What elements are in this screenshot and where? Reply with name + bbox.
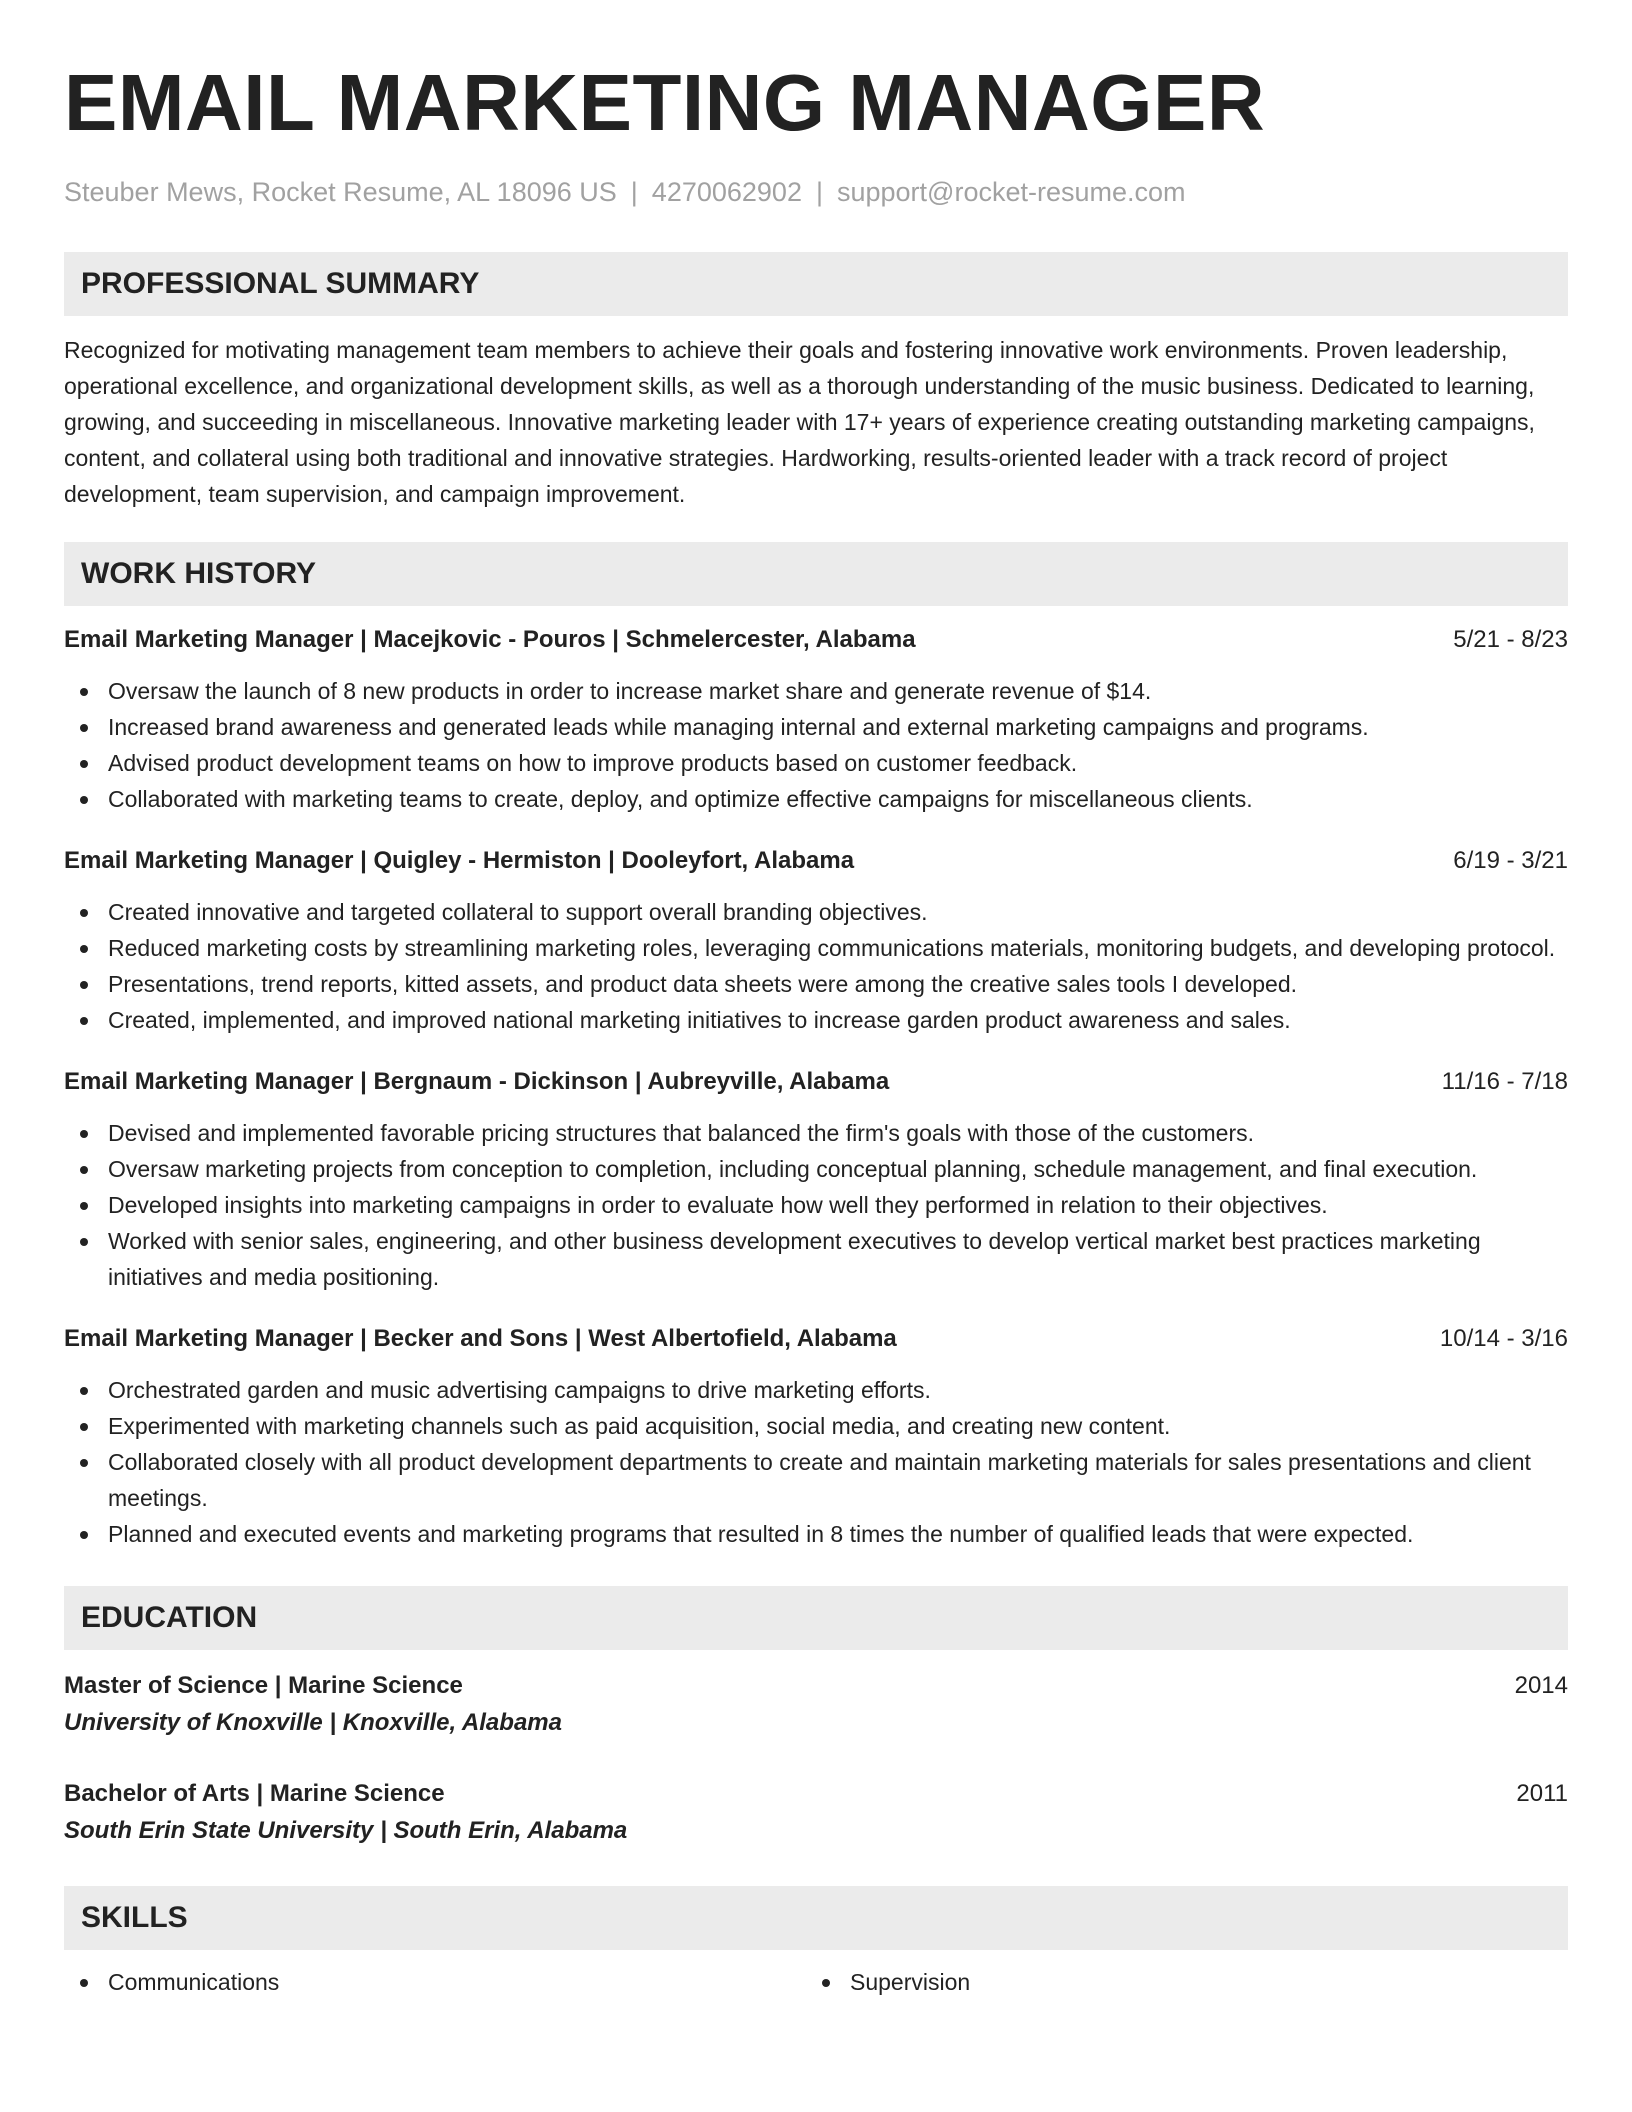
education-degree: Master of Science | Marine Science — [64, 1672, 463, 1699]
job-bullet-list — [64, 894, 1568, 1038]
job-bullet-list — [64, 1115, 1568, 1295]
section-header-education: EDUCATION — [64, 1586, 1568, 1650]
education-header — [64, 1776, 1568, 1812]
job-entry — [64, 624, 1568, 817]
job-dates: 5/21 - 8/23 — [1453, 626, 1568, 653]
job-bullet: Oversaw marketing projects from conception to completion, including conceptual planning, schedule management, and final execution. — [64, 1151, 1568, 1187]
job-entry — [64, 1066, 1568, 1295]
skill-item: Communications — [64, 1964, 806, 2000]
job-bullet: Presentations, trend reports, kitted assets, and product data sheets were among the creative sales tools I developed. — [64, 966, 1568, 1002]
contact-address: Steuber Mews, Rocket Resume, AL 18096 US — [64, 177, 617, 207]
contact-phone: 4270062902 — [651, 177, 802, 207]
summary-text: Recognized for motivating management team members to achieve their goals and fostering innovative work environments. Proven leadership, operational excellence, and organizational development skills, as well as a thorough understanding of the music business. Dedicated to learning, growing, and succeeding in miscellaneous. Innovative marketing leader with 17+ years of experience creating outstanding marketing campaigns, content, and collateral using both traditional and innovative strategies. Hardworking, results-oriented leader with a track record of project development, team supervision, and campaign improvement. — [64, 337, 1535, 507]
section-header-summary: PROFESSIONAL SUMMARY — [64, 252, 1568, 316]
job-entry — [64, 1323, 1568, 1552]
education-entry — [64, 1668, 1568, 1742]
job-title: Email Marketing Manager | Quigley - Hermiston | Dooleyfort, Alabama — [64, 847, 855, 874]
contact-line — [64, 174, 1568, 210]
job-dates: 6/19 - 3/21 — [1453, 847, 1568, 874]
education-header — [64, 1668, 1568, 1704]
job-bullet: Advised product development teams on how to improve products based on customer feedback. — [64, 745, 1568, 781]
skills-column-right — [806, 1964, 1548, 2000]
education-entry — [64, 1776, 1568, 1850]
job-dates: 11/16 - 7/18 — [1441, 1068, 1568, 1095]
contact-separator: | — [815, 177, 823, 207]
job-title: Email Marketing Manager | Becker and Sons | West Albertofield, Alabama — [64, 1325, 897, 1352]
section-header-skills: SKILLS — [64, 1886, 1568, 1950]
job-title: Email Marketing Manager | Bergnaum - Dickinson | Aubreyville, Alabama — [64, 1068, 890, 1095]
skills-column-left — [64, 1964, 806, 2000]
job-header — [64, 845, 1568, 877]
job-title: Email Marketing Manager | Macejkovic - Pouros | Schmelercester, Alabama — [64, 626, 916, 653]
job-bullet: Collaborated with marketing teams to create, deploy, and optimize effective campaigns for miscellaneous clients. — [64, 781, 1568, 817]
job-bullet: Worked with senior sales, engineering, and other business development executives to develop vertical market best practices marketing initiatives and media positioning. — [64, 1223, 1568, 1295]
job-bullet: Planned and executed events and marketing programs that resulted in 8 times the number of qualified leads that were expected. — [64, 1516, 1568, 1552]
job-bullet-list — [64, 673, 1568, 817]
contact-email: support@rocket-resume.com — [836, 177, 1186, 207]
job-bullet: Developed insights into marketing campaigns in order to evaluate how well they performed in relation to their objectives. — [64, 1187, 1568, 1223]
job-bullet: Collaborated closely with all product development departments to create and maintain marketing materials for sales presentations and client meetings. — [64, 1444, 1568, 1516]
section-header-work-history: WORK HISTORY — [64, 542, 1568, 606]
job-bullet: Created, implemented, and improved national marketing initiatives to increase garden product awareness and sales. — [64, 1002, 1568, 1038]
job-bullet-list — [64, 1372, 1568, 1552]
job-header — [64, 1323, 1568, 1355]
contact-separator: | — [630, 177, 638, 207]
job-bullet: Devised and implemented favorable pricing structures that balanced the firm's goals with those of the customers. — [64, 1115, 1568, 1151]
job-dates: 10/14 - 3/16 — [1439, 1325, 1568, 1352]
education-year: 2011 — [1516, 1780, 1568, 1807]
job-bullet: Increased brand awareness and generated leads while managing internal and external marketing campaigns and programs. — [64, 709, 1568, 745]
skills-list — [806, 1964, 1548, 2000]
education-school: University of Knoxville | Knoxville, Alabama — [64, 1709, 562, 1736]
job-header — [64, 624, 1568, 656]
resume-title: EMAIL MARKETING MANAGER — [64, 58, 1266, 147]
education-degree: Bachelor of Arts | Marine Science — [64, 1780, 445, 1807]
job-bullet: Experimented with marketing channels such as paid acquisition, social media, and creating new content. — [64, 1408, 1568, 1444]
skills-grid — [64, 1964, 1568, 2000]
skills-list — [64, 1964, 806, 2000]
skill-item: Supervision — [806, 1964, 1548, 2000]
job-entry — [64, 845, 1568, 1038]
job-bullet: Orchestrated garden and music advertising campaigns to drive marketing efforts. — [64, 1372, 1568, 1408]
job-bullet: Created innovative and targeted collateral to support overall branding objectives. — [64, 894, 1568, 930]
education-year: 2014 — [1514, 1672, 1568, 1699]
education-school: South Erin State University | South Erin, Alabama — [64, 1817, 628, 1844]
job-bullet: Oversaw the launch of 8 new products in order to increase market share and generate revenue of $14. — [64, 673, 1568, 709]
job-header — [64, 1066, 1568, 1098]
job-bullet: Reduced marketing costs by streamlining marketing roles, leveraging communications materials, monitoring budgets, and developing protocol. — [64, 930, 1568, 966]
